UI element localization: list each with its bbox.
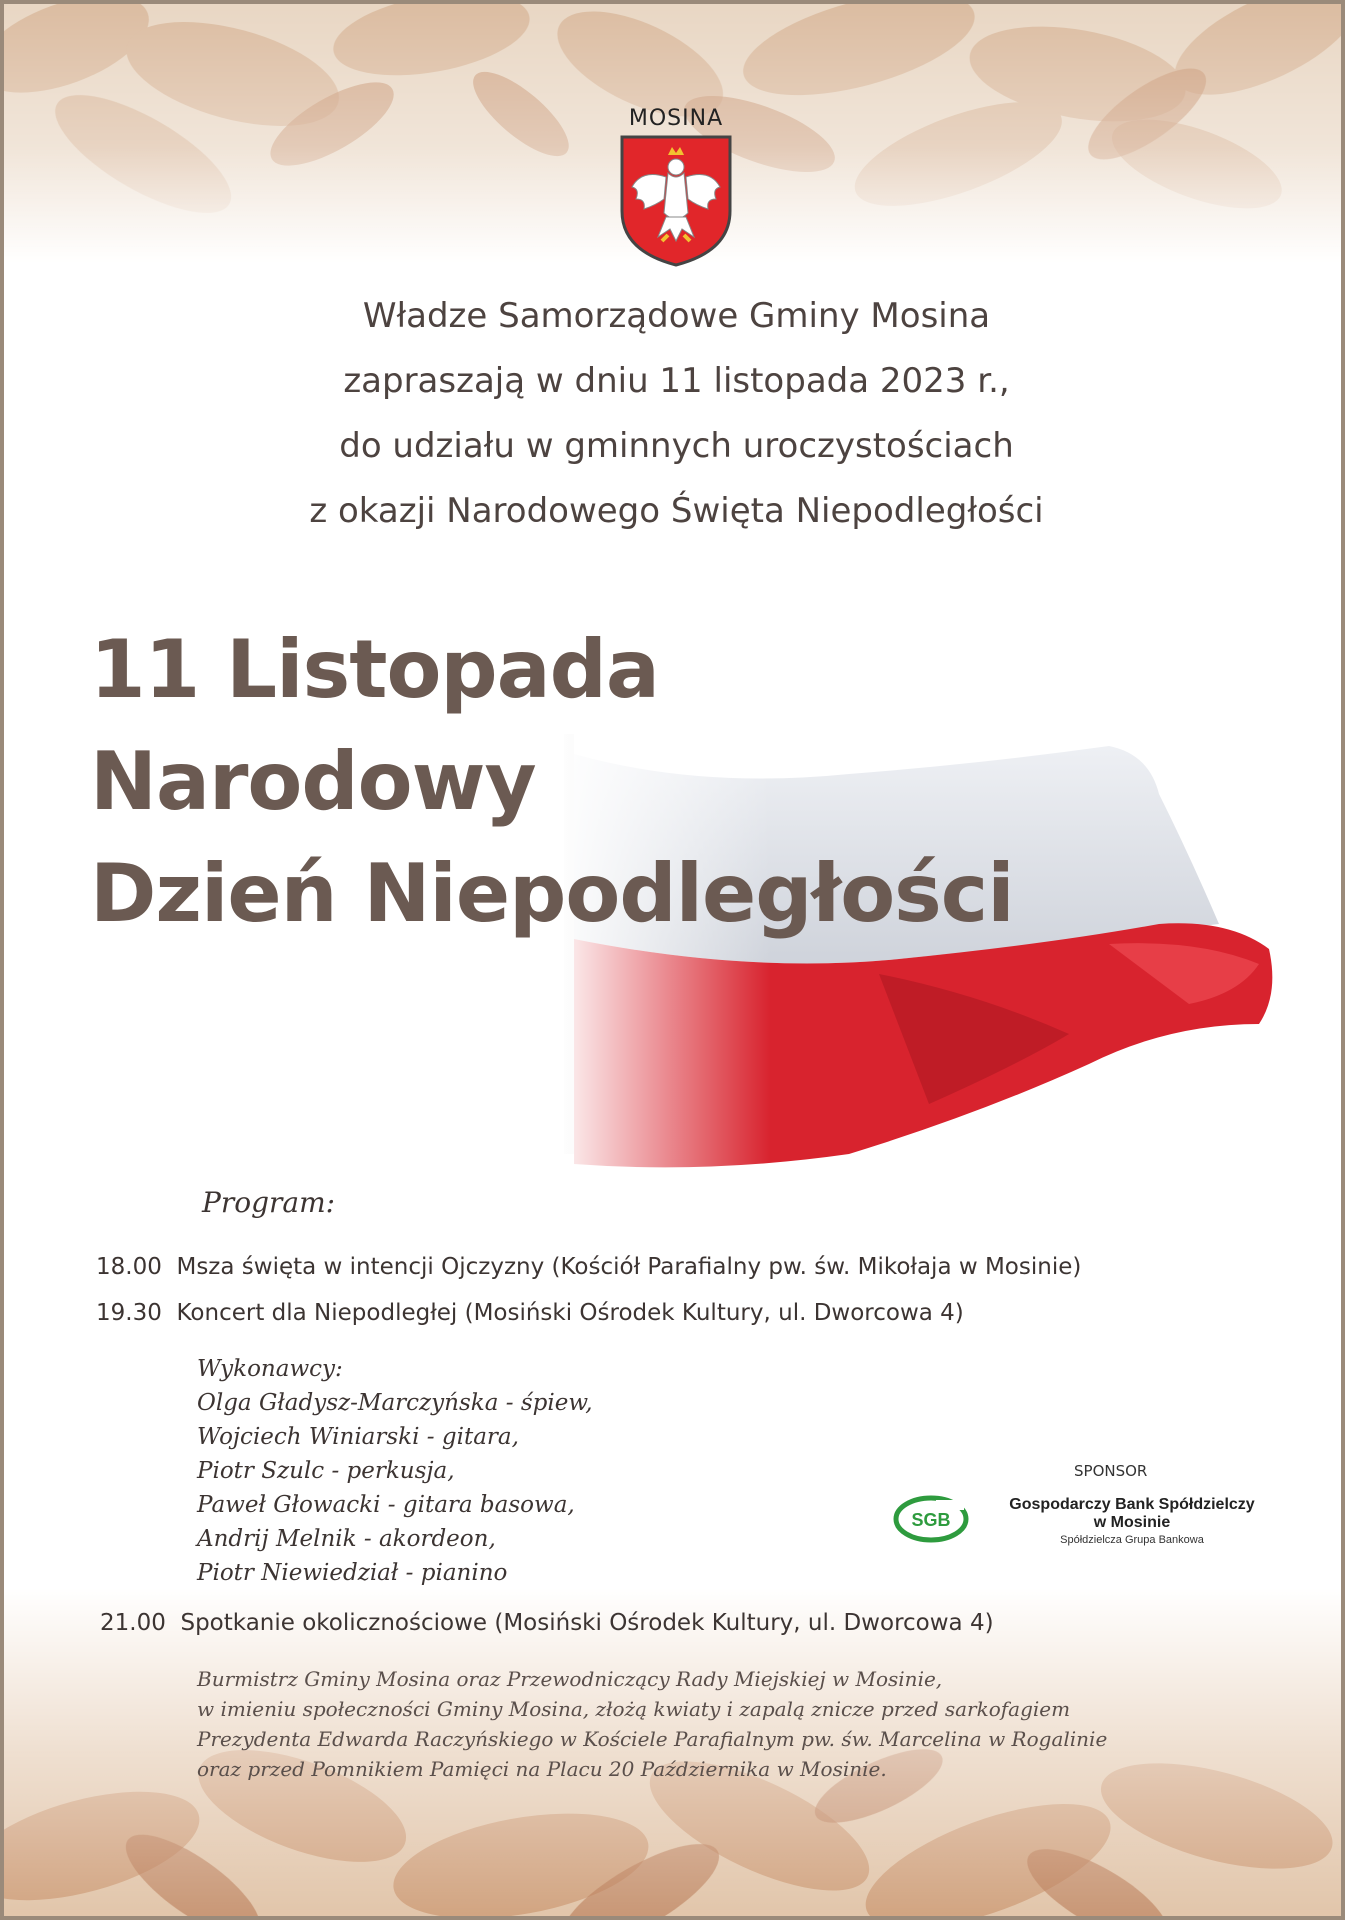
program-heading: Program: <box>202 1186 336 1219</box>
invitation-line-3: do udziału w gminnych uroczystościach <box>339 426 1014 466</box>
sponsor-name <box>982 1496 1282 1532</box>
sponsor-subtitle: Spółdzielcza Grupa Bankowa <box>1060 1534 1204 1546</box>
program-item-1 <box>96 1254 1081 1280</box>
closing-line-1: Burmistrz Gminy Mosina oraz Przewodniczący Rady Miejskiej w Mosinie, <box>197 1667 943 1691</box>
invitation-line-2: zapraszają w dniu 11 listopada 2023 r., <box>343 361 1010 401</box>
invitation-text <box>4 284 1345 544</box>
closing-note <box>197 1664 1107 1784</box>
invitation-line-4: z okazji Narodowego Święta Niepodległości <box>309 491 1044 531</box>
sgb-logo-icon <box>892 1492 970 1546</box>
program-text: Msza święta w intencji Ojczyzny (Kościół Parafialny pw. św. Mikołaja w Mosinie) <box>176 1254 1082 1280</box>
sponsor-name-line-1: Gospodarczy Bank Spółdzielczy <box>1009 1496 1255 1513</box>
performer: Piotr Szulc - perkusja, <box>197 1458 455 1484</box>
title-line-1: 11 Listopada <box>90 623 659 716</box>
performer: Paweł Głowacki - gitara basowa, <box>197 1492 575 1518</box>
program-text: Spotkanie okolicznościowe (Mosiński Ośrodek Kultury, ul. Dworcowa 4) <box>180 1610 994 1636</box>
performer: Wojciech Winiarski - gitara, <box>197 1424 519 1450</box>
program-item-2 <box>96 1300 964 1326</box>
program-item-3 <box>100 1610 994 1636</box>
closing-line-4: oraz przed Pomnikiem Pamięci na Placu 20 Października w Mosinie. <box>197 1757 887 1781</box>
performer: Olga Gładysz-Marczyńska - śpiew, <box>197 1390 593 1416</box>
crest-label: MOSINA <box>628 106 724 131</box>
closing-line-3: Prezydenta Edwarda Raczyńskiego w Kościele Parafialnym pw. św. Marcelina w Rogalinie <box>197 1727 1108 1751</box>
performers-list <box>197 1352 593 1590</box>
eagle-coat-of-arms-icon <box>618 133 734 269</box>
program-time: 18.00 <box>96 1254 162 1280</box>
invitation-line-1: Władze Samorządowe Gminy Mosina <box>362 296 991 336</box>
program-time: 21.00 <box>100 1610 166 1636</box>
title-line-3: Dzień Niepodległości <box>90 847 1014 940</box>
sponsor-label: SPONSOR <box>1074 1462 1148 1480</box>
sponsor-name-line-2: w Mosinie <box>1093 1514 1171 1531</box>
program-time: 19.30 <box>96 1300 162 1326</box>
sgb-logo-text: SGB <box>911 1510 951 1530</box>
performer: Andrij Melnik - akordeon, <box>197 1526 496 1552</box>
municipal-crest <box>616 106 736 273</box>
performer: Piotr Niewiedział - pianino <box>197 1560 508 1586</box>
program-text: Koncert dla Niepodległej (Mosiński Ośrodek Kultury, ul. Dworcowa 4) <box>176 1300 964 1326</box>
closing-line-2: w imieniu społeczności Gminy Mosina, złożą kwiaty i zapalą znicze przed sarkofagiem <box>197 1697 1071 1721</box>
title-line-2: Narodowy <box>90 735 536 828</box>
sponsor-block <box>892 1492 1272 1546</box>
main-title <box>90 614 1014 950</box>
performers-heading: Wykonawcy: <box>197 1356 343 1382</box>
